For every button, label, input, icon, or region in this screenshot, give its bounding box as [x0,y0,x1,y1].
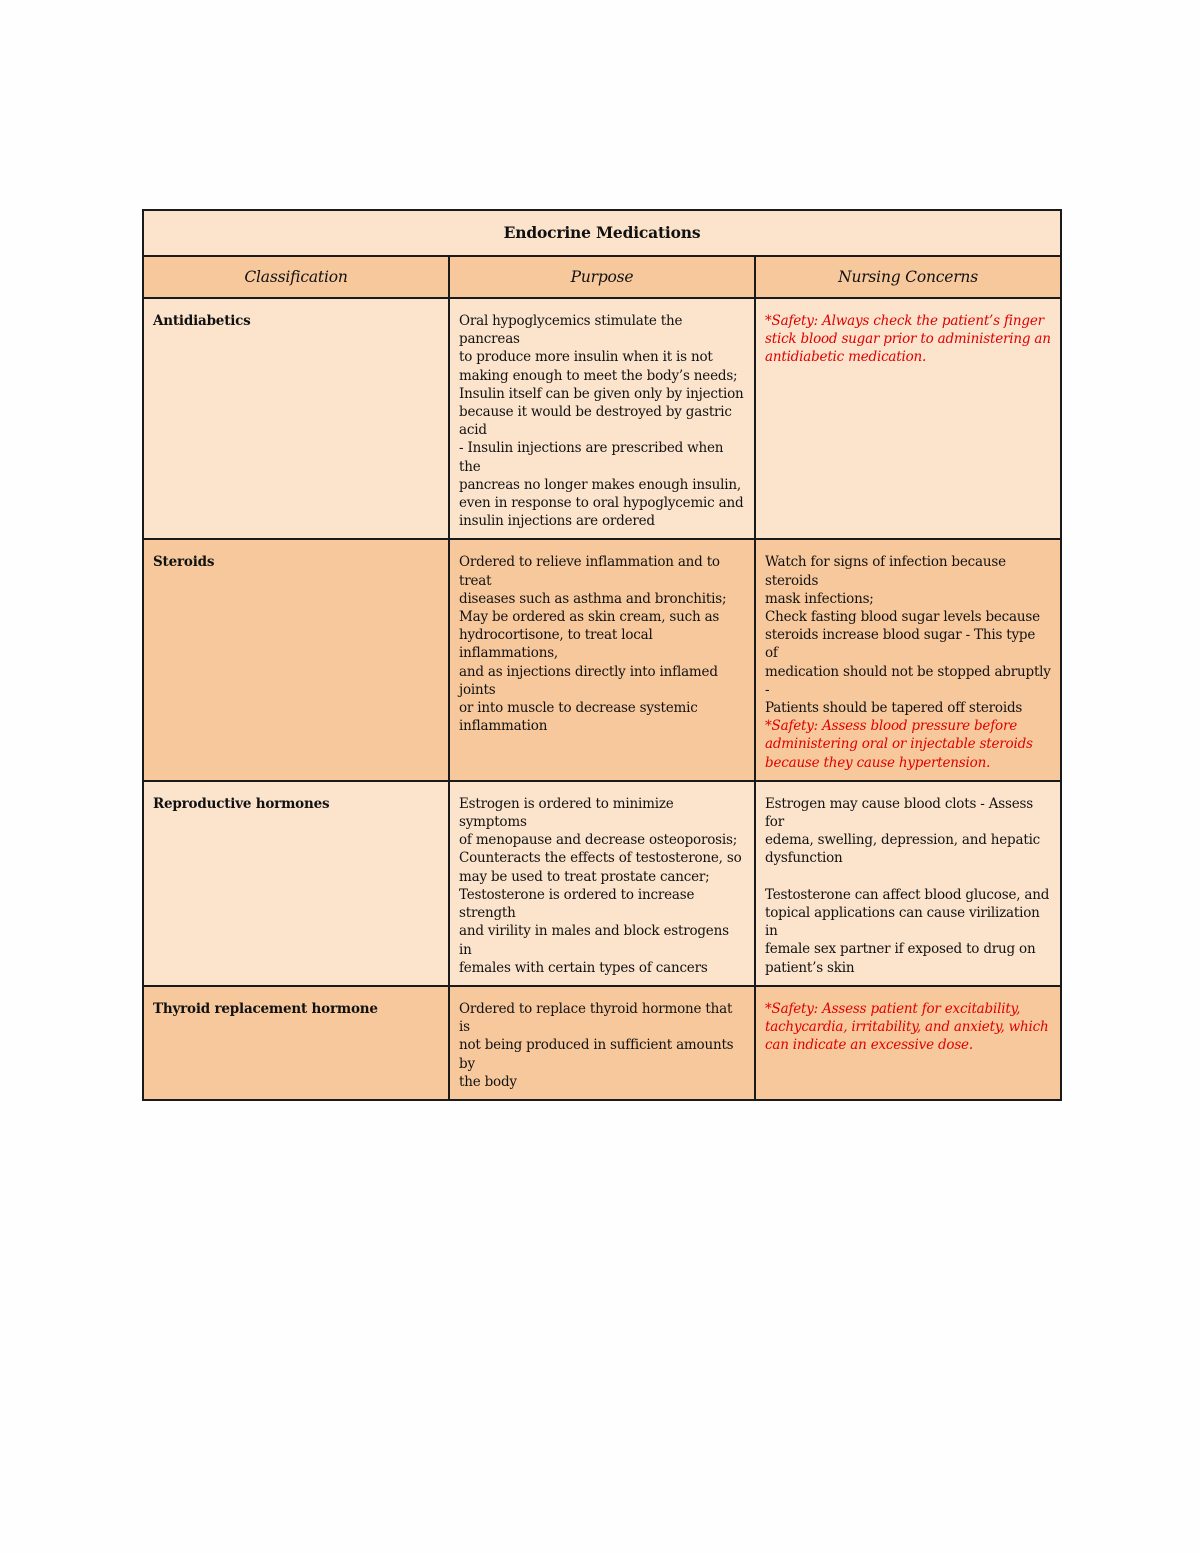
purpose-text: Oral hypoglycemics stimulate the pancreas to produce more insulin when it is not making enough to meet the body’s needs; Insulin itself can be given only by injection because it would be destroyed by gastric acid - Insulin injections are prescribed when the pancreas no longer makes enough insulin, even in response to oral hypoglycemic and insulin injections are ordered [459,313,744,530]
classification-label: Steroids [153,554,215,571]
purpose-text: Ordered to relieve inflammation and to treat diseases such as asthma and bronchitis; May be ordered as skin cream, such as hydrocortisone, to treat local inflammations, and as injections directly into inflamed joints or into muscle to decrease systemic inflammation [459,554,727,735]
table-row [143,298,1061,539]
concerns-text-extra: Testosterone can affect blood glucose, and topical applications can cause virilization in female sex partner if exposed to drug on patient’s skin [765,886,1050,976]
purpose-cell [449,781,755,986]
classification-cell [143,781,449,986]
table-title: Endocrine Medications [143,210,1061,256]
safety-note: *Safety: Assess blood pressure before administering oral or injectable steroids because they cause hypertension. [765,718,1033,771]
classification-cell [143,986,449,1100]
header-classification: Classification [143,256,449,298]
concerns-cell [755,781,1061,986]
purpose-text: Ordered to replace thyroid hormone that is not being produced in sufficient amounts by the body [459,1000,734,1090]
purpose-text: Estrogen is ordered to minimize symptoms of menopause and decrease osteoporosis; Counteracts the effects of testosterone, so may be used to treat prostate cancer; Testosterone is ordered to increase strength and virility in males and block estrogens in females with certain types of cancers [459,795,742,976]
classification-label: Antidiabetics [153,313,251,329]
safety-note: *Safety: Always check the patient’s finger stick blood sugar prior to administering an antidiabetic medication. [765,313,1051,366]
table-row [143,986,1061,1100]
header-nursing-concerns: Nursing Concerns [755,256,1061,298]
concerns-cell [755,298,1061,539]
classification-cell [143,298,449,539]
purpose-cell [449,298,755,539]
concerns-cell [755,986,1061,1100]
paragraph-gap [765,868,1051,886]
classification-label: Thyroid replacement hormone [153,1000,378,1017]
purpose-cell [449,986,755,1100]
safety-note: *Safety: Assess patient for excitability, tachycardia, irritability, and anxiety, which can indicate an excessive dose. [765,1000,1049,1054]
header-purpose: Purpose [449,256,755,298]
table-row [143,539,1061,780]
concerns-cell [755,539,1061,780]
classification-cell [143,539,449,780]
concerns-text: Estrogen may cause blood clots - Assess for edema, swelling, depression, and hepatic dysfunction [765,795,1041,867]
purpose-cell [449,539,755,780]
endocrine-medications-table [142,209,1062,1101]
concerns-text: Watch for signs of infection because steroids mask infections; Check fasting blood sugar levels because steroids increase blood sugar - This type of medication should not be stopped abruptly - Patients should be tapered off steroids [765,554,1051,717]
classification-label: Reproductive hormones [153,795,330,812]
table-row [143,781,1061,986]
